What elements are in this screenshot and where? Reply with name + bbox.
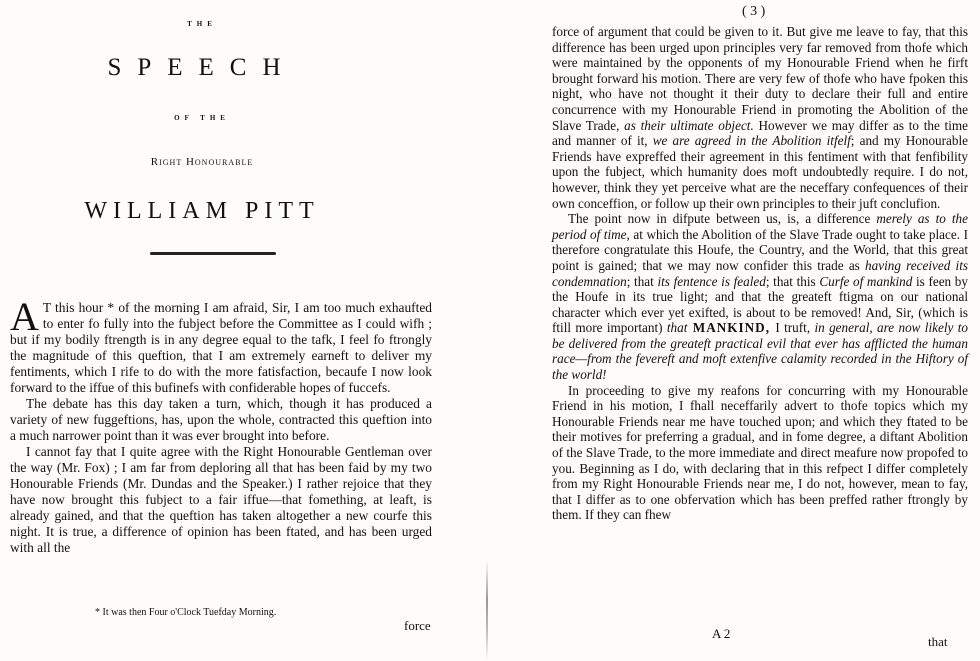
- italic-run: its fentence is fealed: [657, 273, 766, 289]
- title-speech: SPEECH: [107, 54, 297, 81]
- title-of-the: OF THE: [174, 114, 230, 122]
- text-run: The point now in difpute between us, is, a difference: [568, 211, 877, 227]
- drop-cap: A: [10, 294, 39, 339]
- text-run: ; that: [626, 273, 658, 289]
- paragraph-2: The debate has this day taken a turn, which, though it has produced a variety of new fuggeftions, has, upon the whole, contracted this queftion into a much narrower point than it was ever brought into before.: [10, 396, 432, 443]
- italic-run: Curfe of mankind: [819, 273, 913, 289]
- signature-mark: A 2: [712, 626, 731, 641]
- page-gutter: [486, 560, 488, 660]
- paragraph-1: [10, 294, 432, 396]
- paragraph-proceeding: In proceeding to give my reafons for concurring with my Honourable Friend in his motion, I fhall neceffarily advert to thofe topics which my Honourable Friends near me have touched upon; and which they ftated to be their motives for preferring a gradual, and in fome degree, a diftant Abolition of the Slave Trade, to the more immediate and direct meafure now propofed to you. Beginning as I do, with declaring that in this refpect I differ completely from my Right Honourable Friends near me, I do not, however, mean to fay, that I differ as to one obfervation which has been preffed rather ftrongly by them. If they can fhew: [552, 382, 968, 523]
- left-body-text: [10, 294, 432, 556]
- italic-run: as their ultimate object.: [624, 117, 754, 133]
- catchword-left: force: [404, 618, 431, 633]
- page-number: ( 3 ): [742, 4, 766, 19]
- catchword-right: that: [928, 634, 948, 649]
- italic-run: merely as to the period of time: [552, 211, 968, 242]
- right-body-text: [552, 24, 968, 523]
- paragraph-1-text: T this hour * of the morning I am afraid, Sir, I am too much exhaufted to enter fo fully into the fubject before the Committee as I could wifh ; but if my bodily ftrength is in any degree equal to the tafk, I feel fo ftrongly the magnitude of this queftion, that I am extremely earneft to deliver my fentiments, which I rife to do with the more fatisfaction, becaufe I now look forward to the iffue of this bufinefs with confiderable hopes of fuccefs.: [10, 300, 432, 395]
- italic-run: we are agreed in the Abolition itfelf: [652, 133, 851, 149]
- text-run: However we may differ as to the time and manner of it,: [552, 117, 969, 149]
- title-rule: [150, 252, 276, 255]
- italic-run: having received its condemnation: [552, 257, 968, 289]
- text-run: force of argument that could be given to it. But give me leave to fay, that this difference has been urged upon principles very far removed from thofe which were maintained by the opponents of my Honourable Friend when he firft brought forward his motion. There are very few of thofe who have fpoken this night, who have not thought it their duty to declare their full and entire concurrence with my Honourable Friend in promoting the Abolition of the Slave Trade,: [552, 24, 968, 133]
- text-run: , at which the Abolition of the Slave Trade ought to take place. I therefore congratulate this Houfe, the Country, and the World, that this great point is gained; that we may now confider this trade as: [552, 226, 968, 273]
- footnote: * It was then Four o'Clock Tuefday Morning.: [95, 607, 277, 618]
- title-right-honourable: Right Honourable: [150, 156, 254, 168]
- text-run: ; that this: [765, 273, 820, 289]
- paragraph-3: I cannot fay that I quite agree with the Right Honourable Gentleman over the way (Mr. Fox) ; I am far from deploring all that has been faid by my two Honourable Friends (Mr. Dundas and the Speaker.) I rather rejoice that they have now brought this fubject to a fair iffue—that fomething, at leaft, is already gained, and that the queftion has taken altogether a new courfe this night. It is true, a difference of opinion has been ftated, and has been urged with all the: [10, 444, 432, 555]
- paragraph-continued: [552, 24, 968, 211]
- left-page: [0, 0, 488, 661]
- title-name: WILLIAM PITT: [84, 198, 320, 224]
- title-the: THE: [187, 20, 217, 28]
- italic-run: in general, are now likely to be delivered from the greateft practical evil that ever has afflicted the human race—from the fevereft and moft extenfive calamity recorded in the Hiftory of the world!: [552, 320, 968, 383]
- right-page: [492, 0, 980, 661]
- caps-run: MANKIND,: [687, 320, 776, 336]
- italic-run: that: [666, 320, 688, 336]
- text-run: I truft,: [775, 320, 815, 336]
- paragraph-point-in-dispute: [552, 211, 968, 383]
- text-run: is feen by the Houfe in its true light; and that the greateft ftigma on our national character which ever yet exifted, is about to be removed! And, Sir, (which is ftill more important): [552, 273, 968, 336]
- text-run: ; and my Honourable Friends have expreffed their agreement in this fentiment with that fenfibility upon the fubject, which humanity does moft undoubtedly require. I do not, however, think they yet perceive what are the neceffary confequences of their own conceffion, or follow up their own principles to their juft conclufion.: [552, 133, 969, 211]
